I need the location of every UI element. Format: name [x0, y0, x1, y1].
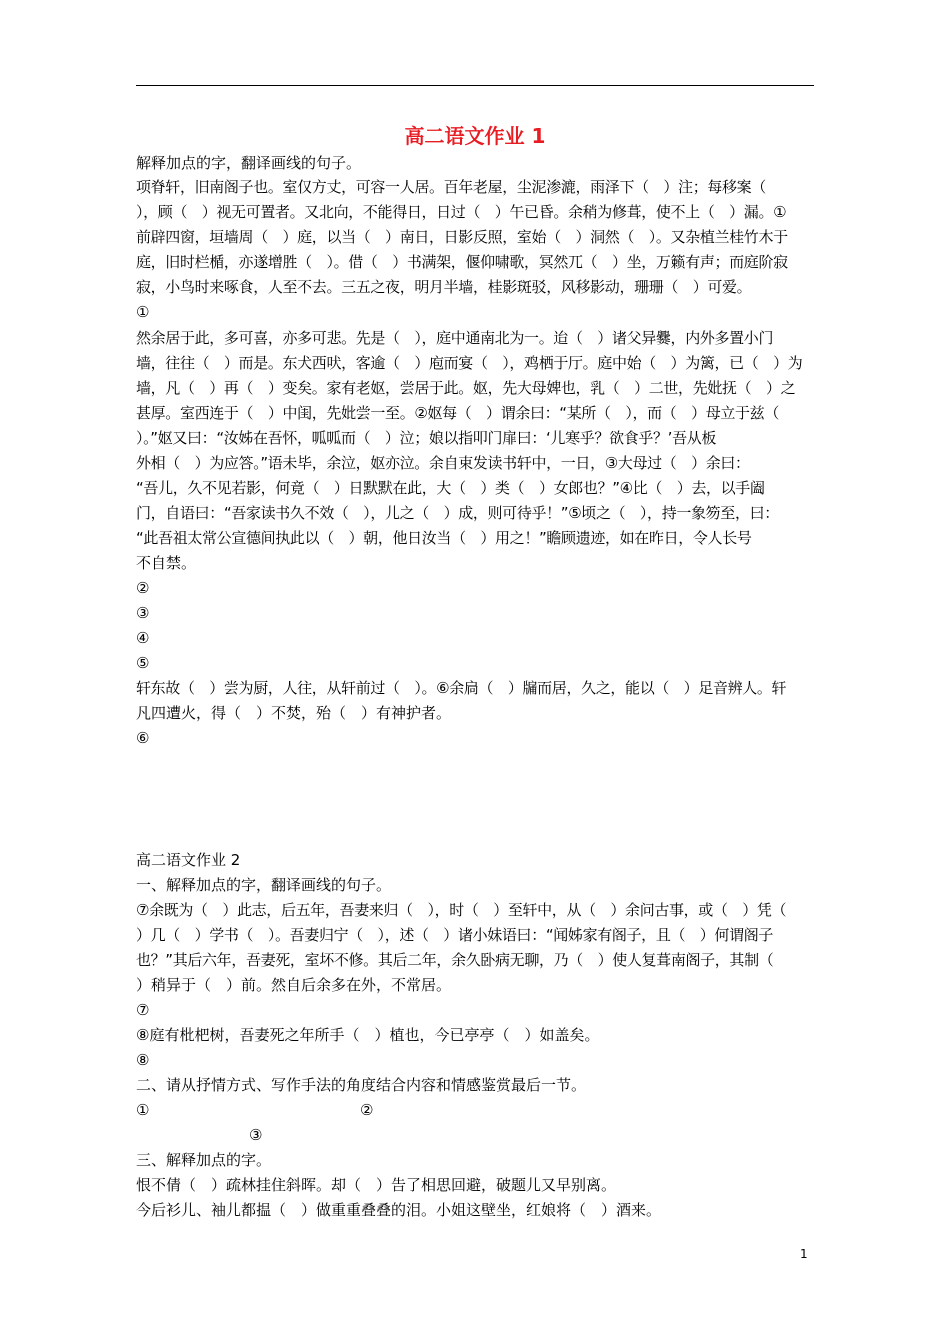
- text-line: 然余居于此，多可喜，亦多可悲。先是（ ），庭中通南北为一。迨（ ）诸父异爨，内外多置小门: [136, 329, 774, 347]
- answer-marker: ③: [136, 604, 150, 622]
- document-title: 高二语文作业 1: [404, 124, 546, 148]
- text-line: 也？”其后六年，吾妻死，室坏不修。其后二年，余久卧病无聊，乃（ ）使人复葺南阁子，其制（: [136, 951, 774, 969]
- text-line: 今后衫儿、袖儿都揾（ ）做重重叠叠的泪。小姐这壁坐，红娘将（ ）酒来。: [136, 1201, 662, 1219]
- text-line: ）几（ ）学书（ ）。吾妻归宁（ ），述（ ）诸小妹语曰：“闻姊家有阁子，且（ ）何谓阁子: [136, 926, 774, 944]
- text-line: ⑦余既为（ ）此志，后五年，吾妻来归（ ），时（ ）至轩中，从（ ）余问古事，或（ ）凭（: [136, 901, 787, 919]
- text-line: “吾儿，久不见若影，何竟（ ）日默默在此，大（ ）类（ ）女郎也？”④比（ ）去，以手阖: [136, 479, 765, 497]
- section-heading: 一、解释加点的字，翻译画线的句子。: [136, 876, 392, 894]
- text-line: 庭，旧时栏楯，亦遂增胜（ ）。借（ ）书满架，偃仰啸歌，冥然兀（ ）坐，万籁有声；而庭阶寂: [136, 253, 788, 271]
- answer-marker: ⑦: [136, 1001, 150, 1019]
- text-line: 墙，往往（ ）而是。东犬西吠，客逾（ ）庖而宴（ ），鸡栖于厅。庭中始（ ）为篱，已（ ）为: [136, 354, 803, 372]
- text-line: “此吾祖太常公宣德间执此以（ ）朝，他日汝当（ ）用之！”瞻顾遗迹，如在昨日，令人长号: [136, 529, 752, 547]
- text-line: 轩东故（ ）尝为厨，人往，从轩前过（ ）。⑥余扃（ ）牖而居，久之，能以（ ）足音辨人。轩: [136, 679, 787, 697]
- header-rule: [136, 85, 814, 86]
- answer-marker: ⑧: [136, 1051, 150, 1069]
- text-line: 项脊轩，旧南阁子也。室仅方丈，可容一人居。百年老屋，尘泥渗漉，雨泽下（ ）注；每移案（: [136, 178, 766, 196]
- answer-marker: ⑥: [136, 729, 150, 747]
- text-line: ）。”妪又曰：“汝姊在吾怀，呱呱而（ ）泣；娘以指叩门扉曰：‘儿寒乎？欲食乎？’吾从板: [136, 429, 717, 447]
- answer-marker: ④: [136, 629, 150, 647]
- text-line: ⑧庭有枇杷树，吾妻死之年所手（ ）植也，今已亭亭（ ）如盖矣。: [136, 1026, 600, 1044]
- text-line: 前辟四窗，垣墙周（ ）庭，以当（ ）南日，日影反照，室始（ ）洞然（ ）。又杂植兰桂竹木于: [136, 228, 788, 246]
- text-line: 恨不倩（ ）疏林挂住斜晖。却（ ）告了相思回避，破题儿又早别离。: [136, 1176, 617, 1194]
- section-heading: 三、解释加点的字。: [136, 1151, 272, 1169]
- answer-marker: ①: [136, 1101, 150, 1119]
- instruction-line: 解释加点的字，翻译画线的句子。: [136, 154, 362, 172]
- page-number: 1: [800, 1247, 808, 1261]
- text-line: 甚厚。室西连于（ ）中闺，先妣尝一至。②妪每（ ）谓余曰：“某所（ ），而（ ）母立于兹（: [136, 404, 779, 422]
- answer-marker: ⑤: [136, 654, 150, 672]
- text-line: 寂，小鸟时来啄食，人至不去。三五之夜，明月半墙，桂影斑驳，风移影动，珊珊（ ）可爱。: [136, 278, 752, 296]
- answer-marker: ①: [136, 303, 150, 321]
- part2-title: 高二语文作业 2: [136, 851, 241, 869]
- text-line: 墙，凡（ ）再（ ）变矣。家有老妪，尝居于此。妪，先大母婢也，乳（ ）二世，先妣抚（ ）之: [136, 379, 796, 397]
- text-line: 外相（ ）为应答。”语未毕，余泣，妪亦泣。余自束发读书轩中，一日，③大母过（ ）余曰：: [136, 454, 750, 472]
- text-line: ）稍异于（ ）前。然自后余多在外，不常居。: [136, 976, 452, 994]
- answer-marker: ②: [136, 579, 150, 597]
- text-line: 不自禁。: [136, 554, 197, 572]
- text-line: ），顾（ ）视无可置者。又北向，不能得日，日过（ ）午已昏。余稍为修葺，使不上（ ）漏。①: [136, 203, 787, 221]
- answer-marker: ③: [249, 1126, 263, 1144]
- text-line: 门，自语曰：“吾家读书久不效（ ），儿之（ ）成，则可待乎！”⑤顷之（ ），持一象笏至，曰：: [136, 504, 779, 522]
- section-heading: 二、请从抒情方式、写作手法的角度结合内容和情感鉴赏最后一节。: [136, 1076, 587, 1094]
- answer-marker: ②: [360, 1101, 374, 1119]
- text-line: 凡四遭火，得（ ）不焚，殆（ ）有神护者。: [136, 704, 452, 722]
